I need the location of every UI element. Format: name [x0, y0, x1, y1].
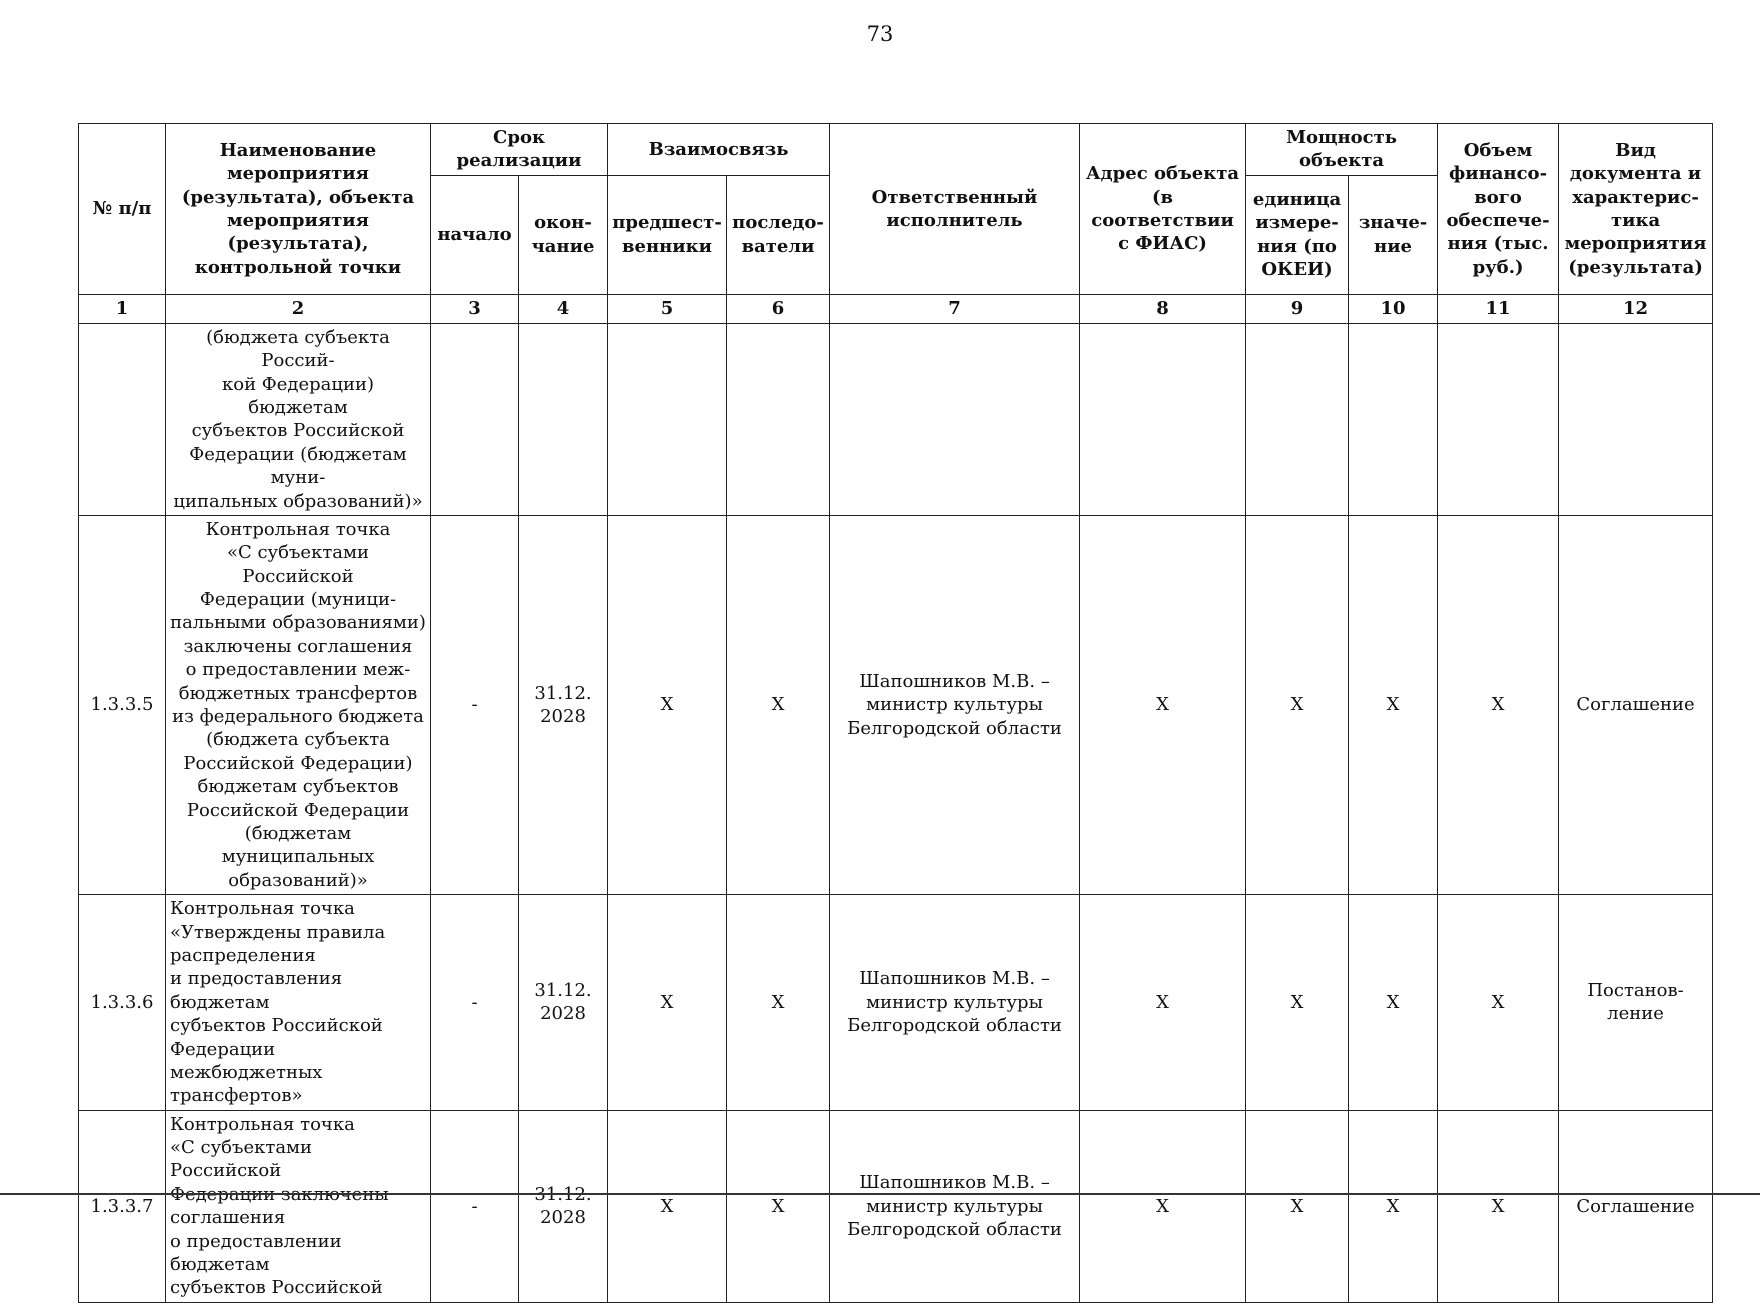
- column-number: 8: [1080, 294, 1246, 323]
- name-line: ципальных образований)»: [173, 490, 423, 512]
- header-col-value: значе-ние: [1349, 175, 1438, 294]
- column-number: 6: [727, 294, 830, 323]
- name-line: «Утверждены правила: [170, 921, 386, 943]
- row-unit: [1246, 323, 1349, 515]
- column-number: 1: [79, 294, 166, 323]
- row-unit: Х: [1246, 1110, 1349, 1302]
- name-line: о предоставлении бюджетам: [170, 1230, 342, 1276]
- name-line: кой Федерации) бюджетам: [222, 373, 374, 418]
- row-end: [519, 323, 608, 515]
- row-value: [1349, 323, 1438, 515]
- row-financing: Х: [1438, 1110, 1559, 1302]
- column-number: 11: [1438, 294, 1559, 323]
- row-successors: Х: [727, 895, 830, 1111]
- row-end: 31.12. 2028: [519, 1110, 608, 1302]
- row-predecessors: [608, 323, 727, 515]
- plan-table: [78, 123, 1713, 1303]
- name-line: трансфертов»: [170, 1085, 303, 1107]
- name-line: из федерального бюджета: [172, 706, 424, 728]
- row-number: 1.3.3.6: [79, 895, 166, 1111]
- name-line: бюджетам субъектов: [197, 776, 399, 798]
- row-document: [1559, 323, 1713, 515]
- header-col-successors: последо-ватели: [727, 175, 830, 294]
- row-responsible: Шапошников М.В. – министр культуры Белгородской области: [830, 1110, 1080, 1302]
- header-col-predecessors: предшест-венники: [608, 175, 727, 294]
- name-line: (бюджета субъекта: [206, 729, 390, 751]
- name-line: Российской Федерации: [186, 799, 410, 821]
- row-predecessors: Х: [608, 1110, 727, 1302]
- name-line: Контрольная точка: [170, 1113, 355, 1135]
- row-name: [166, 895, 431, 1111]
- name-line: образований)»: [228, 869, 368, 891]
- header-col-unit: единица измере-ния (по ОКЕИ): [1246, 175, 1349, 294]
- row-financing: [1438, 323, 1559, 515]
- row-value: Х: [1349, 515, 1438, 894]
- name-line: «С субъектами Российской: [226, 542, 370, 587]
- column-number: 2: [166, 294, 431, 323]
- column-number: 9: [1246, 294, 1349, 323]
- row-number: [79, 323, 166, 515]
- row-responsible: Шапошников М.В. – министр культуры Белгородской области: [830, 895, 1080, 1111]
- row-address: Х: [1080, 1110, 1246, 1302]
- name-line: распределения: [170, 944, 316, 966]
- name-line: субъектов Российской: [170, 1015, 383, 1037]
- row-successors: Х: [727, 515, 830, 894]
- header-col-name: Наименование мероприятия (результата), объекта мероприятия (результата), контрольной точки: [166, 124, 431, 295]
- row-start: -: [431, 515, 519, 894]
- row-address: Х: [1080, 515, 1246, 894]
- row-start: -: [431, 1110, 519, 1302]
- column-number: 4: [519, 294, 608, 323]
- row-unit: Х: [1246, 515, 1349, 894]
- name-line: «С субъектами Российской: [170, 1137, 313, 1182]
- name-line: бюджетных трансфертов: [178, 682, 418, 704]
- name-line: Федерации (муници-: [199, 589, 397, 611]
- name-line: заключены соглашения: [183, 635, 413, 657]
- name-line: Российской Федерации): [183, 752, 413, 774]
- header-col-end: окон-чание: [519, 175, 608, 294]
- name-line: Федерации заключены: [170, 1183, 389, 1205]
- row-name: [166, 1110, 431, 1302]
- name-line: Федерации (бюджетам муни-: [189, 443, 407, 489]
- row-number: 1.3.3.7: [79, 1110, 166, 1302]
- row-name: [166, 515, 431, 894]
- name-line: о предоставлении меж-: [185, 659, 411, 681]
- header-col-document: Вид документа и характерис-тика мероприятия (результата): [1559, 124, 1713, 295]
- row-start: [431, 323, 519, 515]
- column-number: 7: [830, 294, 1080, 323]
- row-document: Соглашение: [1559, 1110, 1713, 1302]
- row-end: 31.12. 2028: [519, 895, 608, 1111]
- header-col-responsible: Ответственный исполнитель: [830, 124, 1080, 295]
- column-number: 12: [1559, 294, 1713, 323]
- name-line: соглашения: [170, 1207, 286, 1229]
- name-line: (бюджета субъекта Россий-: [206, 326, 390, 372]
- table-row: [79, 1110, 1713, 1302]
- header-col-start: начало: [431, 175, 519, 294]
- column-numbers-row: [79, 294, 1713, 323]
- table-row: [79, 895, 1713, 1111]
- header-group-period: Срок реализации: [431, 124, 608, 176]
- row-successors: [727, 323, 830, 515]
- page-bottom-rule: [0, 1193, 1760, 1195]
- header-group-power: Мощность объекта: [1246, 124, 1438, 176]
- row-document: Постанов-ление: [1559, 895, 1713, 1111]
- name-line: Контрольная точка: [170, 898, 355, 920]
- row-successors: Х: [727, 1110, 830, 1302]
- row-name: [166, 323, 431, 515]
- name-line: Федерации межбюджетных: [170, 1038, 323, 1083]
- row-document: Соглашение: [1559, 515, 1713, 894]
- row-number: 1.3.3.5: [79, 515, 166, 894]
- name-line: (бюджетам муниципальных: [221, 822, 375, 868]
- header-col-address: Адрес объекта (в соответствии с ФИАС): [1080, 124, 1246, 295]
- row-address: [1080, 323, 1246, 515]
- name-line: пальными образованиями): [170, 612, 426, 634]
- row-end: 31.12. 2028: [519, 515, 608, 894]
- name-line: субъектов Российской: [191, 420, 405, 442]
- header-group-link: Взаимосвязь: [608, 124, 830, 176]
- row-responsible: Шапошников М.В. – министр культуры Белгородской области: [830, 515, 1080, 894]
- header-col-financing: Объем финансо-вого обеспече-ния (тыс. руб.): [1438, 124, 1559, 295]
- column-number: 3: [431, 294, 519, 323]
- row-financing: Х: [1438, 895, 1559, 1111]
- column-number: 10: [1349, 294, 1438, 323]
- name-line: субъектов Российской: [170, 1277, 383, 1299]
- row-value: Х: [1349, 1110, 1438, 1302]
- header-col-num: № п/п: [79, 124, 166, 295]
- row-start: -: [431, 895, 519, 1111]
- row-address: Х: [1080, 895, 1246, 1111]
- row-predecessors: Х: [608, 895, 727, 1111]
- row-predecessors: Х: [608, 515, 727, 894]
- row-unit: Х: [1246, 895, 1349, 1111]
- page-number: 73: [866, 22, 894, 46]
- row-financing: Х: [1438, 515, 1559, 894]
- name-line: и предоставления бюджетам: [170, 968, 343, 1013]
- name-line: Контрольная точка: [205, 518, 391, 540]
- row-responsible: [830, 323, 1080, 515]
- table-row: [79, 515, 1713, 894]
- column-number: 5: [608, 294, 727, 323]
- table-row: [79, 323, 1713, 515]
- row-value: Х: [1349, 895, 1438, 1111]
